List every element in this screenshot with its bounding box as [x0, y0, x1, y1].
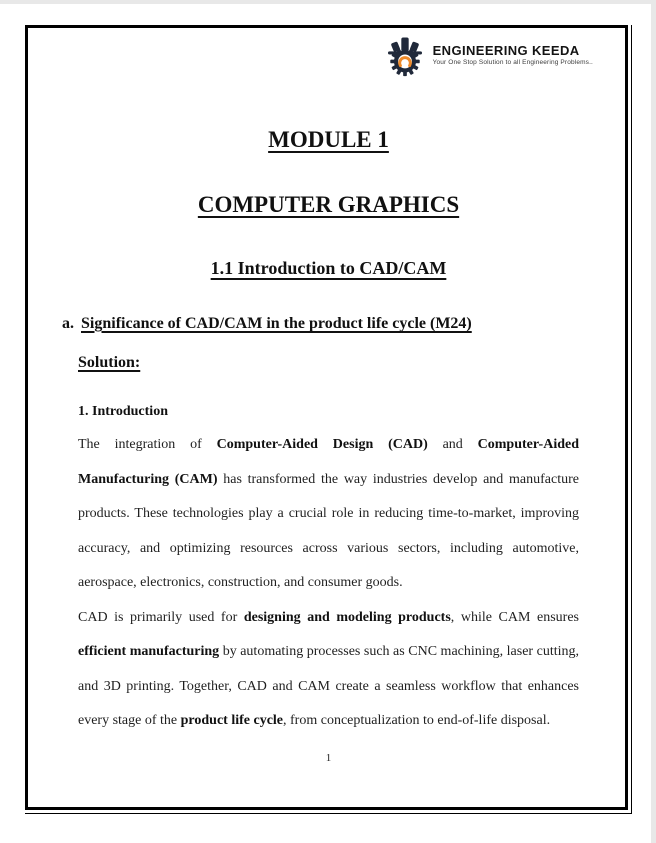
page-content	[28, 31, 625, 810]
section-heading: 1.1 Introduction to CAD/CAM	[210, 258, 447, 278]
logo	[78, 31, 593, 79]
engineering-keeda-logo-icon	[382, 31, 428, 79]
solution-label: Solution:	[78, 354, 141, 371]
logo-text	[433, 43, 593, 67]
module-heading: MODULE 1	[268, 127, 389, 152]
question-title: Significance of CAD/CAM in the product life cycle (M24)	[81, 315, 472, 332]
logo-tagline: Your One Stop Solution to all Engineering Problems..	[432, 59, 593, 66]
page-number: 1	[325, 751, 332, 764]
top-edge-strip	[0, 0, 656, 4]
paragraph-introduction: The integration of Computer-Aided Design (CAD) and Computer-Aided Manufacturing (CAM) has transformed the way industries develop and manufacture products. These technologies play a crucial role in reducing time-to-market, improving accuracy, and optimizing resources across various sectors, including automotive, aerospace, electronics, construction, and consumer goods.	[78, 437, 580, 590]
intro-heading: 1. Introduction	[78, 404, 168, 419]
page-border	[25, 25, 632, 814]
question-marker: a.	[62, 315, 74, 332]
subject-heading: COMPUTER GRAPHICS	[197, 192, 460, 217]
paragraph-cad-cam: CAD is primarily used for designing and modeling products, while CAM ensures efficient manufacturing by automating processes such as CNC machining, laser cutting, and 3D printing. Together, CAD and CAM create a seamless workflow that enhances every stage of the product life cycle, from conceptualization to end-of-life disposal.	[78, 609, 579, 728]
right-edge-strip	[651, 0, 656, 843]
logo-brand-text: ENGINEERING KEEDA	[432, 43, 580, 58]
question-item	[62, 313, 579, 334]
